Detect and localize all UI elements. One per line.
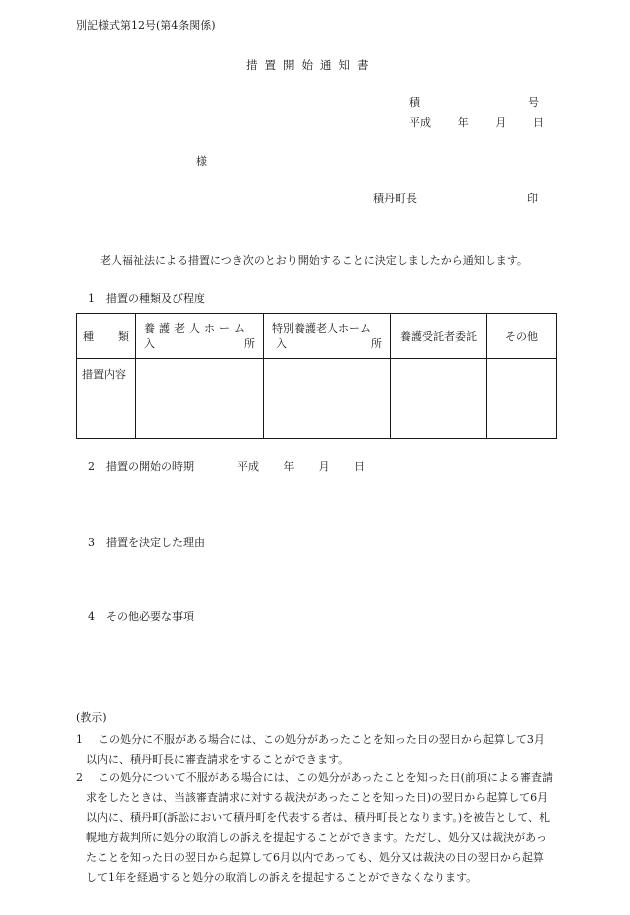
notice-item-2-number: 2 [76,771,83,784]
cell-special-nursing-home [264,359,391,439]
section-4-label: その他必要な事項 [106,610,194,623]
reference-suffix: 号 [528,96,539,109]
section-2-heading [88,461,194,472]
header-other-cell: その他 [487,314,557,359]
header-special-nursing-home-l2a: 入 [276,337,287,350]
date-year: 年 [457,116,469,129]
section-2-number: 2 [88,460,95,473]
date-day: 日 [532,116,544,129]
section-4-heading [88,611,194,622]
measures-table [76,313,557,439]
start-date-month: 月 [318,460,330,473]
header-type-b: 類 [118,329,129,343]
header-nursing-home-l2b: 所 [244,337,255,350]
cell-foster-care [391,359,487,439]
table-row [77,359,557,439]
seal-mark: 印 [527,192,538,205]
document-title: 措置開始通知書 [246,58,376,72]
start-date-year: 年 [283,460,295,473]
start-date-day: 日 [353,460,365,473]
addressee-suffix: 様 [196,155,207,168]
header-type-a: 種 [83,329,94,343]
section-3-label: 措置を決定した理由 [106,536,205,549]
notice-item-1-text: この処分に不服がある場合には、この処分があったことを知った日の翌日から起算して3月以内に、積丹町長に審査請求をすることができます。 [86,733,545,766]
notice-item-1 [76,730,554,770]
notice-item-2-text: この処分について不服がある場合には、この処分があったことを知った日(前項による審査請求をしたときは、当該審査請求に対する裁決があったことを知った日)の翌日から起算して6月以内に、積丹町(訴訟において積丹町を代表する者は、積丹町長となります。)を被告として、札幌地方裁判所に処分の取消しの訴えを提起することができます。ただし、処分又は裁決があったことを知った日の翌日から起算して6月以内であっても、処分又は裁決の日の翌日から起算して1年を経過すると処分の取消しの訴えを提起することができなくなります。 [86,771,553,884]
issuer-name: 積丹町長 [373,192,417,205]
section-1-number: 1 [88,292,95,305]
section-3-number: 3 [88,536,95,549]
header-foster-care-cell: 養護受託者委託 [391,314,487,359]
section-1-label: 措置の種類及び程度 [106,292,205,305]
notice-item-2 [76,768,554,888]
header-special-nursing-home-l2b: 所 [371,337,382,350]
date-month: 月 [495,116,507,129]
section-4-number: 4 [88,610,95,623]
header-type-cell [77,314,136,359]
date-era: 平成 [409,116,431,129]
form-number: 別記様式第12号(第4条関係) [76,19,216,32]
reference-prefix: 積 [409,96,420,109]
intro-paragraph: 老人福祉法による措置につき次のとおり開始することに決定しましたから通知します。 [100,254,528,267]
section-2-label: 措置の開始の時期 [106,460,194,473]
cell-nursing-home [136,359,264,439]
header-nursing-home-cell [136,314,264,359]
notice-item-1-number: 1 [76,733,83,746]
header-special-nursing-home-line1: 特別養護老人ホーム [272,322,371,335]
header-nursing-home-line1: 養護老人ホーム [144,322,249,335]
header-special-nursing-home-cell [264,314,391,359]
start-date-era: 平成 [237,460,259,473]
cell-other [487,359,557,439]
header-nursing-home-l2a: 入 [144,337,155,350]
row-label-measure-content: 措置内容 [77,359,136,439]
section-3-heading [88,537,205,548]
table-header-row [77,314,557,359]
issue-date [409,117,544,128]
section-1-heading [88,293,205,304]
notice-heading: (教示) [76,711,107,724]
start-date [237,461,365,472]
